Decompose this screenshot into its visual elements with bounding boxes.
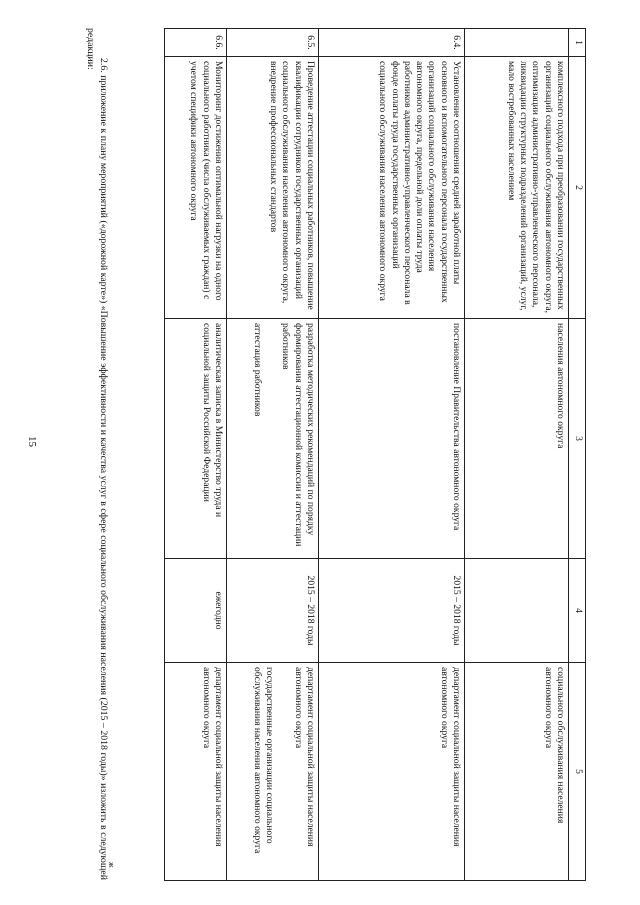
executor-cell: [227, 663, 319, 881]
executor-cell: социального обслуживания населения автономного округа: [465, 663, 569, 881]
page-number: 15: [26, 436, 38, 447]
term-cell: [465, 559, 569, 663]
row-number: 6.6.: [165, 29, 227, 57]
executor-cell: департамент социальной защиты населения автономного округа: [165, 663, 227, 881]
result-form-cell: [227, 319, 319, 559]
column-header: 2: [569, 57, 586, 319]
executor-text-2: государственные организации социального обслуживания населения автономного округа: [252, 667, 276, 854]
column-header: 4: [569, 559, 586, 663]
result-form-cell: населения автономного округа: [465, 319, 569, 559]
roadmap-table: [164, 28, 586, 881]
table-row: [465, 29, 569, 881]
result-form-text: разработка методических рекомендаций по порядку формирования аттестационной комиссии и аттестации работников: [280, 323, 316, 547]
rotated-page-content: [66, 28, 586, 880]
result-form-text-2: аттестация работников: [252, 323, 264, 417]
row-number: 6.5.: [227, 29, 319, 57]
table-row: [319, 29, 465, 881]
executor-cell: департамент социальной защиты населения автономного округа: [319, 663, 465, 881]
term-cell: 2015 – 2018 годы: [227, 559, 319, 663]
table-header-row: [569, 29, 586, 881]
event-cell: комплексного подхода при преобразовании государственных организаций социального обслуживания автономного округа, оптимизации административно-управленческого персонала, ликвидации структурных подразделений организаций, услуг, мало востребованных населением: [465, 57, 569, 319]
event-cell: Проведение аттестации социальных работников, повышение квалификации сотрудников государственных организаций социального обслуживания населения автономного округа, внедрение профессиональных стандартов: [227, 57, 319, 319]
column-header: 1: [569, 29, 586, 57]
term-cell: ежегодно: [165, 559, 227, 663]
column-header: 5: [569, 663, 586, 881]
event-cell: Мониторинг достижения оптимальной нагрузки на одного социального работника (числа обслуживаемых граждан) с учетом специфики автономного округа: [165, 57, 227, 319]
amendment-paragraph: 2.6. приложение к плану мероприятий («дорожной карте») «Повышение эффективности и качества услуг в сфере социального обслуживания населения (2015 – 2018 годы)» изложить в следующей редакции:: [84, 28, 109, 880]
executor-text: департамент социальной защиты населения автономного округа: [292, 667, 316, 847]
table-row: [165, 29, 227, 881]
table-row: [227, 29, 319, 881]
result-form-cell: аналитическая записка в Министерство труда и социальной защиты Российской Федерации: [165, 319, 227, 559]
column-header: 3: [569, 319, 586, 559]
row-number: 6.4.: [319, 29, 465, 57]
event-cell: Установление соотношения средней заработной платы основного и вспомогательного персонала государственных организаций социального обслуживания населения автономного округа, предельной доли оплаты труда работников административно-управленческого персонала в фонде оплаты труда государственных организаций социального обслуживания населения автономного округа: [319, 57, 465, 319]
result-form-cell: постановление Правительства автономного округа: [319, 319, 465, 559]
row-number: [465, 29, 569, 57]
term-cell: 2015 – 2018 годы: [319, 559, 465, 663]
reference-mark: ж: [107, 862, 116, 868]
